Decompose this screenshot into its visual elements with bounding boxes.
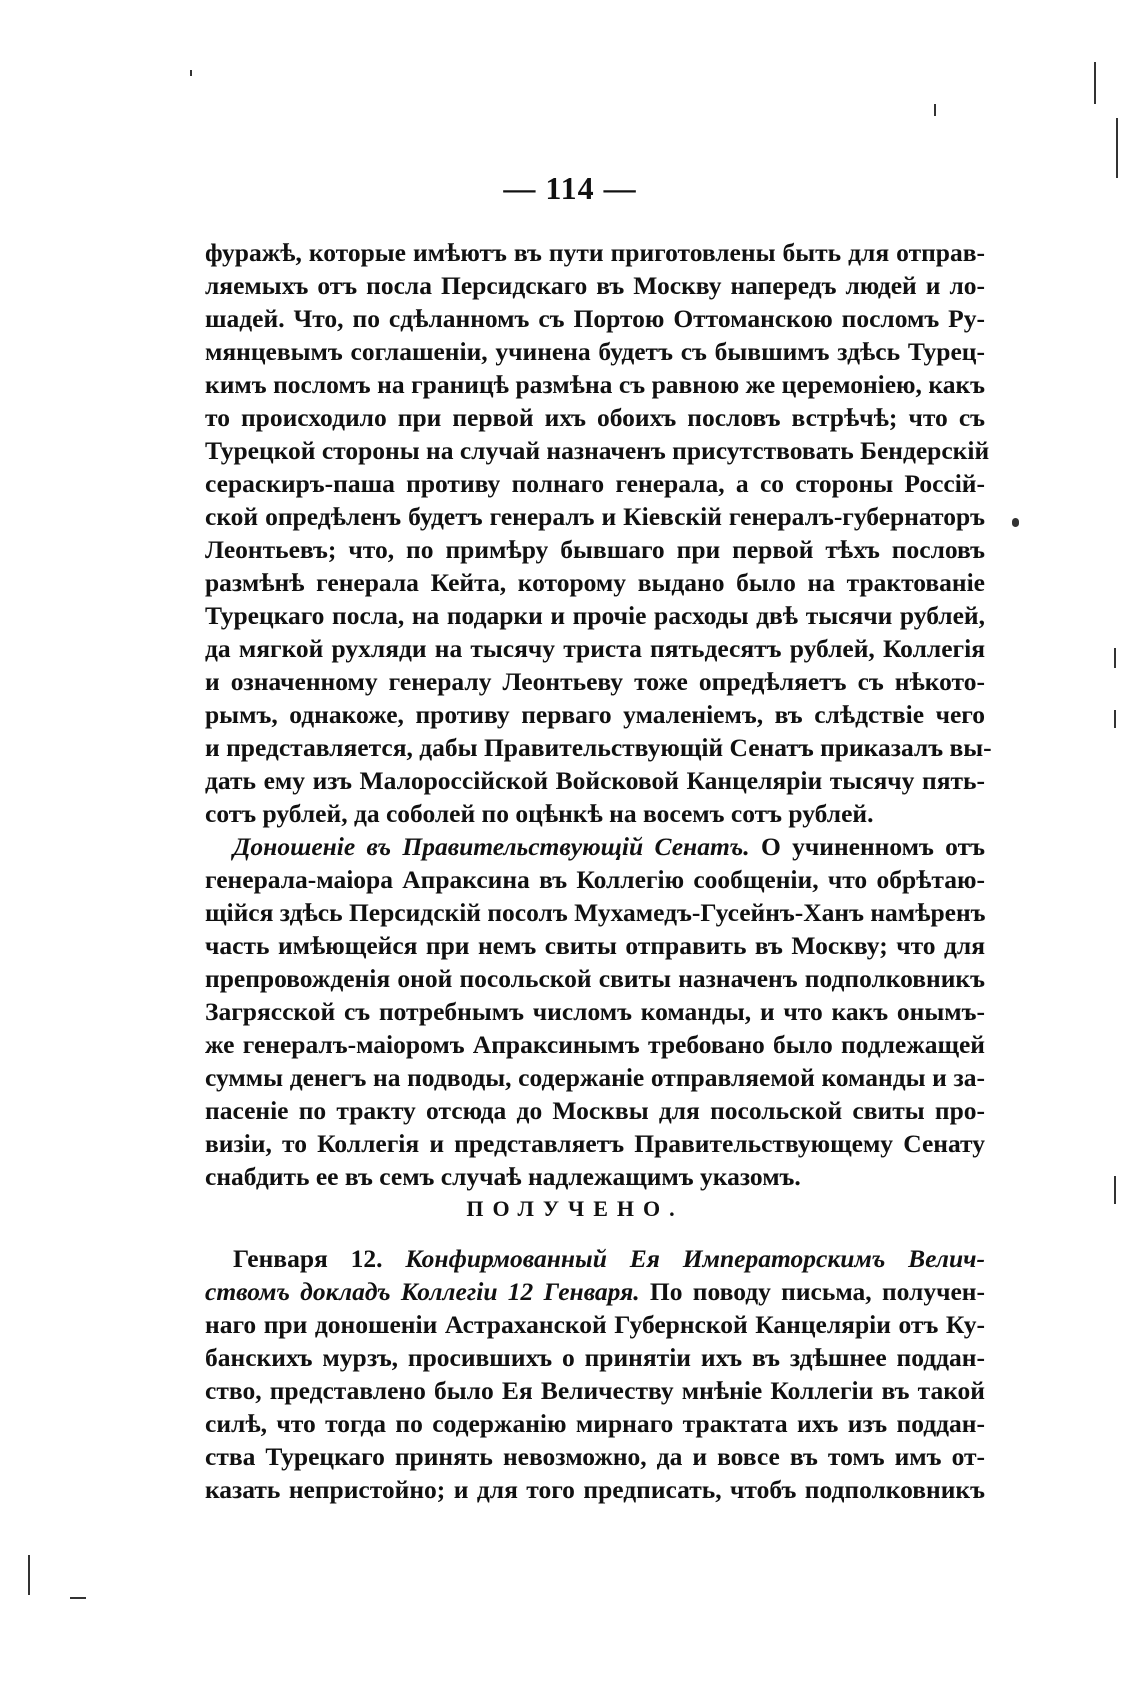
paragraph-3 bbox=[205, 1242, 985, 1506]
text-line: сераскиръ-паша противу полнаго генерала, а со стороны Россій- bbox=[205, 469, 985, 498]
text-line: фуражѣ, которые имѣютъ въ пути приготовлены быть для отправ- bbox=[205, 238, 985, 267]
text-line: ской опредѣленъ будетъ генералъ и Кіевскій генералъ-губернаторъ bbox=[205, 502, 985, 531]
document-title: Конфирмованный Ея Императорскимъ Велич- bbox=[405, 1244, 986, 1273]
text-line: ства Турецкаго принять невозможно, да и вовсе въ томъ имъ от- bbox=[205, 1442, 985, 1471]
text-line: суммы денегъ на подводы, содержаніе отправляемой команды и за- bbox=[205, 1063, 985, 1092]
text-line: ляемыхъ отъ посла Персидскаго въ Москву напередъ людей и ло- bbox=[205, 271, 985, 300]
document-title-cont: ствомъ докладъ Коллегіи 12 Генваря. bbox=[205, 1277, 640, 1306]
text-line: Турецкаго посла, на подарки и прочіе расходы двѣ тысячи рублей, bbox=[205, 601, 985, 630]
scan-mark bbox=[70, 1597, 86, 1599]
text-line: же генералъ-маіоромъ Апраксинымъ требовано было подлежащей bbox=[205, 1030, 985, 1059]
text-line: часть имѣющейся при немъ свиты отправить въ Москву; что для bbox=[205, 931, 985, 960]
text-line: и представляется, дабы Правительствующій Сенатъ приказалъ вы- bbox=[205, 733, 992, 762]
text-line: мянцевымъ соглашеніи, учинена будетъ съ бывшимъ здѣсь Турец- bbox=[205, 337, 985, 366]
text-line: снабдить ее въ семъ случаѣ надлежащимъ указомъ. bbox=[205, 1162, 801, 1191]
entry-date: Генваря 12. bbox=[233, 1244, 383, 1273]
paragraph-1 bbox=[205, 236, 992, 830]
text-line: казать непристойно; и для того предписать, чтобъ подполковникъ bbox=[205, 1475, 985, 1504]
text-line: наго при доношеніи Астраханской Губернской Канцеляріи отъ Ку- bbox=[205, 1310, 985, 1339]
scan-mark bbox=[934, 104, 936, 116]
text-line: да мягкой рухляди на тысячу триста пятьдесятъ рублей, Коллегія bbox=[205, 634, 985, 663]
text-line: то происходило при первой ихъ обоихъ пословъ встрѣчѣ; что съ bbox=[205, 403, 985, 432]
document-title: Доношеніе въ Правительствующій Сенатъ. bbox=[233, 832, 750, 861]
text-line: визіи, то Коллегія и представляетъ Правительствующему Сенату bbox=[205, 1129, 985, 1158]
text-line: генерала-маіора Апраксина въ Коллегію сообщеніи, что обрѣтаю- bbox=[205, 865, 985, 894]
section-heading: ПОЛУЧЕНО. bbox=[466, 1196, 684, 1221]
text-line: кимъ посломъ на границѣ размѣна съ равною же церемоніею, какъ bbox=[205, 370, 985, 399]
text-line: Загрясской съ потребнымъ числомъ команды, и что какъ онымъ- bbox=[205, 997, 985, 1026]
page-number: — 114 — bbox=[503, 170, 637, 206]
paragraph-2-first-line bbox=[205, 830, 985, 863]
paragraph-3-second-line bbox=[205, 1275, 985, 1308]
scan-mark bbox=[1116, 118, 1118, 178]
text-fragment: По поводу письма, получен- bbox=[649, 1277, 985, 1306]
text-fragment: О учиненномъ отъ bbox=[760, 832, 985, 861]
text-line: ство, представлено было Ея Величеству мнѣніе Коллегіи въ такой bbox=[205, 1376, 985, 1405]
scan-mark bbox=[1012, 518, 1019, 527]
scan-mark bbox=[28, 1555, 30, 1595]
text-line: рымъ, однакоже, противу перваго умаленіемъ, въ слѣдствіе чего bbox=[205, 700, 985, 729]
text-line: Леонтьевъ; что, по примѣру бывшаго при первой тѣхъ пословъ bbox=[205, 535, 985, 564]
scan-mark bbox=[1094, 62, 1096, 104]
text-line: шадей. Что, по сдѣланномъ съ Портою Оттоманскою посломъ Ру- bbox=[205, 304, 985, 333]
scan-mark bbox=[190, 70, 192, 76]
text-line: препровожденія оной посольской свиты назначенъ подполковникъ bbox=[205, 964, 985, 993]
text-line: и означенному генералу Леонтьеву тоже опредѣляетъ съ нѣкото- bbox=[205, 667, 985, 696]
text-line: Турецкой стороны на случай назначенъ присутствовать Бендерскій bbox=[205, 436, 990, 465]
text-line: размѣнѣ генерала Кейта, которому выдано было на трактованіе bbox=[205, 568, 985, 597]
text-line: дать ему изъ Малороссійской Войсковой Канцеляріи тысячу пять- bbox=[205, 766, 985, 795]
text-line: сотъ рублей, да соболей по оцѣнкѣ на восемъ сотъ рублей. bbox=[205, 799, 874, 828]
text-line: силѣ, что тогда по содержанію мирнаго трактата ихъ изъ поддан- bbox=[205, 1409, 985, 1438]
text-line: щійся здѣсь Персидскій посолъ Мухамедъ-Гусейнъ-Ханъ намѣренъ bbox=[205, 898, 986, 927]
paragraph-3-first-line bbox=[205, 1242, 985, 1275]
scan-mark bbox=[1114, 710, 1116, 728]
text-line: пасеніе по тракту отсюда до Москвы для посольской свиты про- bbox=[205, 1096, 985, 1125]
scan-mark bbox=[1114, 648, 1116, 668]
paragraph-2 bbox=[205, 830, 985, 1193]
text-line: банскихъ мурзъ, просившихъ о принятіи ихъ въ здѣшнее поддан- bbox=[205, 1343, 985, 1372]
